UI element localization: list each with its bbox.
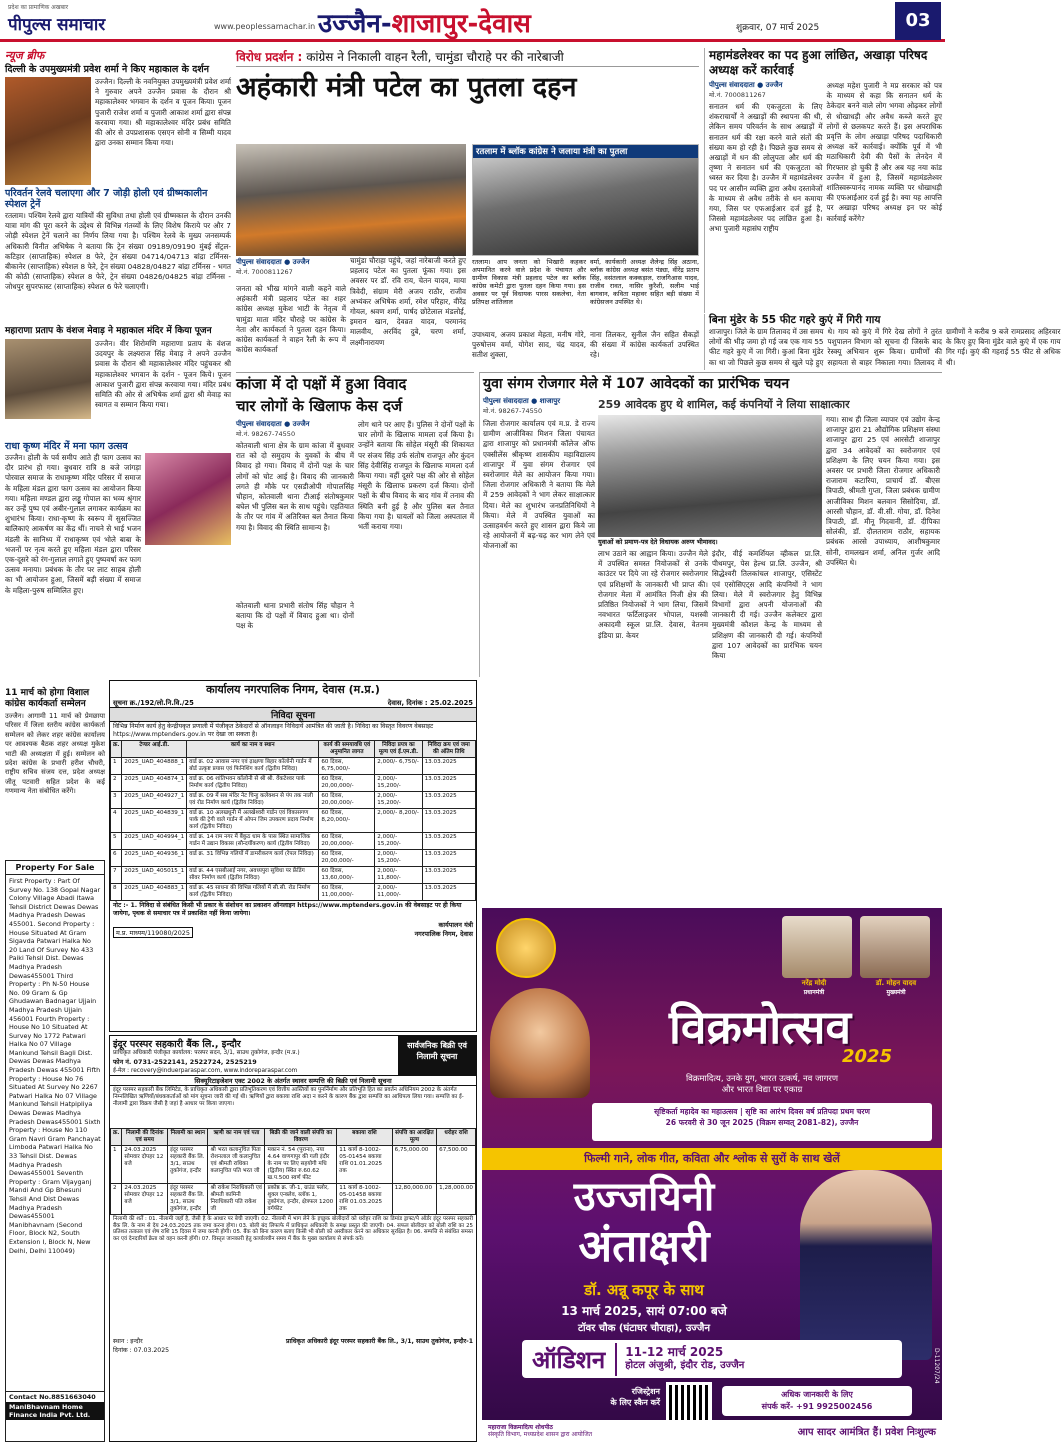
brief-headline-4[interactable]: राधा कृष्ण मंदिर में मना फाग उत्सव <box>5 441 128 452</box>
tender-row <box>111 792 476 809</box>
issue-date: शुक्रवार, 07 मार्च 2025 <box>736 23 820 33</box>
ratlam-photo <box>473 158 698 255</box>
promo-band: फिल्मी गाने, लोक गीत, कविता और श्लोक से सुरों के साथ खेलें <box>482 1148 942 1170</box>
festival-title: विक्रमोत्सव <box>668 1000 852 1054</box>
tender-signatory-office: नगरपालिक निगम, देवास <box>414 930 473 938</box>
vikramaditya-illustration <box>490 988 590 1098</box>
kanja-headline-1[interactable]: कांजा में दो पक्षों में हुआ विवाद <box>236 375 407 393</box>
mahamandal-body-1: सनातन धर्म की एकजुटता के लिए शंकराचार्यों ने अखाड़ों की स्थापना की थी, लेकिन समय परिवर्तन के साथ अखाड़ों में सनातन धर्म की रक्षा करने वाले संतों की संख्या कम हो रही है। पिछले कुछ समय से अखाड़ों में धन की लोलुपता और धर्म की तृष्णा ने सनातन धर्म की एकजुटता को ध्वस्त कर दिया है। उज्जैन में महामंडलेश्वर पद पर आसीन व्यक्ति द्वारा अवैध दस्तावेजों के माध्यम से अवैध तरीके से धन कमाया गया, जिस पर एफआईआर दर्ज हुई है, जिससे महामंडलेश्वर पद लांछित हुआ है। अभा पुजारी महासंघ राष्ट्रीय <box>709 102 823 234</box>
audition-box[interactable] <box>522 1340 902 1378</box>
tender-cell: 13.03.2025 <box>422 833 475 850</box>
tender-cell: 1 <box>111 758 122 775</box>
auction-cell: 1,28,000.00 <box>437 1184 476 1215</box>
auction-row <box>111 1184 476 1215</box>
auction-cell: श्री राकेश निराधिकारी एवं श्रीमती कामिनी निराधिकारी पति राकेश जी <box>208 1184 265 1215</box>
brief-headline-2[interactable]: परिवर्तन रेलवे चलाएगा और 7 जोड़ी होली एवं ग्रीष्मकालीन स्पेशल ट्रेनें <box>5 188 208 210</box>
tender-cell: 2025_UAD_405015_1 <box>122 867 187 884</box>
brief-body-2: रतलाम। पश्चिम रेलवे द्वारा यात्रियों की सुविधा तथा होली एवं ग्रीष्मकाल के दौरान उनकी यात्रा मांग की पूरा करने के उद्देश्य से विभिन्न गंतव्यों के लिए विशेष किराये पर और 7 जोड़ी स्पेशल ट्रेनें चलाने का निर्णय लिया गया है। पश्चिम रेलवे के मुख्य जनसम्पर्क अधिकारी विनीत अभिषेक ने बताया कि ट्रेन संख्या 09189/09190 मुंबई सेंट्रल-कटिहार (साप्ताहिक) स्पेशल 8 फेरे, ट्रेन संख्या 04714/04713 बांद्रा टर्मिनस-बीकानेर (साप्ताहिक) स्पेशल 8 फेरे, ट्रेन संख्या 04828/04827 बांद्रा टर्मिनस - भगत की कोठी (साप्ताहिक) स्पेशल 8 फेरे, ट्रेन संख्या 04826/04825 बांद्रा टर्मिनस - जोधपुर सुपरफास्ट (साप्ताहिक) स्पेशल 6 फेरे चलाएगी। <box>5 211 232 292</box>
tender-header: निविदा प्रपत्र का मूल्य एवं ई.एम.डी. <box>375 741 422 758</box>
ad-footer <box>482 1420 942 1442</box>
leader2-name: डॉ. मोहन यादव <box>875 979 917 987</box>
property-sale-ad <box>5 860 105 1442</box>
tender-header: कार्य का नाम व स्थान <box>187 741 319 758</box>
auction-header: बिक्री की जाने वाली संपत्ति का विवरण <box>265 1129 337 1146</box>
mahamandal-body-2: अध्यक्ष महेश पुजारी ने मप्र सरकार को पत्र के माध्यम से कहा कि सनातन धर्म के ठेकेदार बनने वाले लोग भगवा ओढ़कर लोगों से धोखाधड़ी और अवैध कब्जे करते हुए लोगों से छलकपट करते हैं। इस अपराधिक प्रवृत्ति के लोग अखाड़ा परिषद पदाधिकारी अध्यक्ष करें कार्रवाई। क्योंकि पूर्व में भी मठाधिकारी देवी की पैसों के लेनदेन में गिरफ्तार हो चुकी हैं और अब यह नया कांड उज्जैन में हुआ है, जिसमें महामंडलेश्वर शांतिस्वरूपानंद नामक व्यक्ति पर धोखाधड़ी की एफआईआर दर्ज हुई है। क्या यह आपत्ति पर अखाड़ा परिषद अध्यक्ष इन पर कोई कार्रवाई करेंगे? <box>826 81 942 223</box>
congress-meet-story <box>5 688 105 860</box>
tender-cell: 2025_UAD_404839_1 <box>122 809 187 833</box>
tender-header: निविदा क्रय एवं जमा की अंतिम तिथि <box>422 741 475 758</box>
tender-cell: 60 दिवस, 20,00,000/- <box>319 833 375 850</box>
tender-row <box>111 833 476 850</box>
tender-cell: वार्ड क्र. 44 एसबीआई नगर, अवध्यपुरा सुविधा पर फ्रेंडिंग सीवर निर्माण कार्य (द्वितीय निविदा) <box>187 867 319 884</box>
contact-phone: संपर्क करें- +91 9925002456 <box>761 1402 873 1411</box>
tender-cell: 5 <box>111 833 122 850</box>
tender-cell: 2,000/- 8,200/- <box>375 809 422 833</box>
tender-cell: 2025_UAD_404883_1 <box>122 884 187 901</box>
festival-info-1: सृष्टिकर्ता महादेव का महाउत्सव | सृष्टि का आरंभ दिवस वर्ष प्रतिपदा प्रथम चरण <box>654 1107 870 1116</box>
news-brief-column <box>5 48 231 683</box>
tender-cell: 2,000/- 15,200/- <box>375 792 422 809</box>
mohan-yadav-photo <box>860 916 930 978</box>
tender-cell: 6 <box>111 850 122 867</box>
auction-cell: 24.03.2025 सोमवार दोपहर 12 बजे <box>122 1184 168 1215</box>
section-title: उज्जैन-शाजापुर-देवास <box>318 9 531 39</box>
job-fair-photo <box>598 415 822 537</box>
tender-cell: वार्ड क्र. 45 साधना की विभिन्न गलियों में सी.सी. रोड निर्माण कार्य (द्वितीय निविदा) <box>187 884 319 901</box>
tender-cell: 13.03.2025 <box>422 809 475 833</box>
kanja-story <box>236 372 474 677</box>
brief-body-3: उज्जैन। वीर शिरोमणि महाराणा प्रताप के वंशज उदयपुर के लक्ष्यराज सिंह मेवाड़ ने अपने उज्जैन प्रवास के दौरान श्री महाकालेश्वर मंदिर पहुंचकर श्री महाकालेश्वर भगवान के दर्शन - पूजन किये। पूजन आकाश पुजारी द्वारा संपन्न करवाया गया। मंदिर प्रबंध समिति की ओर से अभिषेक शर्मा द्वारा श्री मेवाड़ का स्वागत व सम्मान किया गया। <box>95 339 231 410</box>
tender-note: नोट :- 1. निविदा से संबंधित किसी भी प्रकार के संशोधन का प्रकाशन ऑनलाइन https://www.mptenders.gov.in की वेबसाइट पर ही किया जायेगा, पृथक से समाचार पत्र में प्रकाशित नहीं किया जायेगा। <box>113 902 462 917</box>
tender-cell: 2,000/- 11,800/- <box>375 867 422 884</box>
kanja-body-1: कोतवाली थाना क्षेत्र के ग्राम कांजा में बुधवार रात को दो समुदाय के युवकों के बीच में विवाद हो गया। विवाद में दोनों पक्ष के चार लोगों को चोट आई है। विवाद की जानकारी लगते ही मौके पर एसडीओपी गोपालसिंह चौहान, कोतवाली थाना टीआई संतोषकुमार बघेल भी पुलिस बल के साथ पहुंचे। एहतियात के तौर पर गांव में अतिरिक्त बल तैनात किया गया है। विवाद की स्थिति सामान्य है। <box>236 441 354 532</box>
main-headline[interactable]: अहंकारी मंत्री पटेल का पुतला दहन <box>236 72 577 103</box>
auction-cell: मकान नं. 54 (पुराना), नया 4.64 वाणगापुर की गली इंदौर के नाम पर लिए सहयोगी मधि (द्वितीय) स्थित रु.60.62 ख.प.500 स्वर्ण फीट <box>265 1146 337 1184</box>
audition-date: 11-12 मार्च 2025 <box>625 1345 724 1359</box>
auction-header: बकाया राशि <box>337 1129 392 1146</box>
leader1-name: नरेंद्र मोदी <box>801 979 827 987</box>
tender-cell: 60 दिवस, 20,00,000/- <box>319 850 375 867</box>
tender-cell: 60 दिवस, 13,60,000/- <box>319 867 375 884</box>
tender-cell: 7 <box>111 867 122 884</box>
tender-cell: 3 <box>111 792 122 809</box>
logo[interactable]: प्रदेश का प्रामाणिक अखबार पीपुल्स समाचार <box>8 4 106 35</box>
tender-cell: 60 दिवस, 20,00,000/- <box>319 775 375 792</box>
modi-photo <box>782 916 852 978</box>
yuva-headline[interactable]: युवा संगम रोजगार मेले में 107 आवेदकों का प्रारंभिक चयन <box>483 376 790 392</box>
tender-cell: 2,000/- 15,200/- <box>375 850 422 867</box>
auction-cell: श्री भरत कलानुचित पिता रोशनलाल जी कलानुचित एवं श्रीमती राधिका कलानुचित पति भरत जी <box>208 1146 265 1184</box>
auction-cell: इंदूर परस्पर सहकारी बैंक लि. 3/1, साउथ तुकोगंज, इन्दौर <box>168 1146 208 1184</box>
kanja-body-3: लोग थाने पर आए हैं। पुलिस ने दोनों पक्षों के चार लोगों के खिलाफ मामला दर्ज किया है। उन्होंने बताया कि सोहेल मंसूरी की शिकायत पर संजय सिंह उर्फ संतोष राजपूत और कुंदन सिंह देवीसिंह राजपूत के खिलाफ मामला दर्ज किया गया। वहीं दूसरे पक्ष की ओर से सोहेल मंसूरी के खिलाफ प्रकरण दर्ज किया। दोनों पक्षों के बीच विवाद के बाद गांव में तनाव की स्थिति बनी हुई है और पुलिस बल तैनात किया गया है। घायलों को जिला अस्पताल में भर्ती कराया गया। <box>358 420 474 532</box>
reporter-mobile: मो.नं. 7000811267 <box>709 91 766 99</box>
tender-header: कार्य की समयावधि एवं अनुमानित लागत <box>319 741 375 758</box>
festival-year: 2025 <box>842 1046 893 1067</box>
tender-cell: 2025_UAD_404994_1 <box>122 833 187 850</box>
tender-cell: 2025_UAD_404888_1 <box>122 758 187 775</box>
tender-cell: 2,000/- 15,200/- <box>375 833 422 850</box>
yuva-body-3: इंदौर, वीई कमर्शियल व्हीकल प्रा.लि. पीथमपुर, पेस हेल्थ प्रा.लि. उज्जैन, श्री सिद्धेश्वरी तिलकांचल शाजापुर, एसिस्टेंट एवं एसोसिएट्स आदि कंपनियों ने भाग लिया। मेले में स्वरोजगार हेतु विभिन्न विभागों द्वारा अपनी योजनाओं की जानकारी दी गई। उज्जैन कलेक्टर द्वारा मुख्यमंत्री कौशल केन्द्र के माध्यम से प्रशिक्षण की जानकारी दी गई। कंपनियों द्वारा 107 आवेदकों का प्रारंभिक चयन किया <box>712 549 822 661</box>
auction-cell: 67,500.00 <box>437 1146 476 1184</box>
tender-cell: वार्ड क्र. 02 आवास नगर एवं ढ़ाक्षणा बिहार कॉलोनी गार्डन में बोर्ड उत्कृष्ट प्रयास एवं फिनिशिंग कार्य (द्वितीय निविदा) <box>187 758 319 775</box>
property-contact[interactable]: Contact No.8851663040 <box>6 1391 104 1402</box>
tender-cell: 60 दिवस, 11,00,000/- <box>319 884 375 901</box>
auction-cell: 24.03.2025 सोमवार दोपहर 12 बजे <box>122 1146 168 1184</box>
cow-well-story <box>704 314 1061 370</box>
festival-info-2: 26 फरवरी से 30 जून 2025 (विक्रम सम्वत् 2081-82), उज्जैन <box>665 1118 859 1127</box>
kanja-headline-2[interactable]: चार लोगों के खिलाफ केस दर्ज <box>236 397 403 415</box>
auction-date: दिनांक : 07.03.2025 <box>113 1347 170 1354</box>
bank-auction-notice <box>109 1035 477 1442</box>
host-line: डॉ. अन्नू कपूर के साथ <box>584 1281 704 1299</box>
tender-notice <box>109 680 477 1032</box>
tender-cell: 2025_UAD_404927_1 <box>122 792 187 809</box>
auction-cell: 12,80,000.00 <box>392 1184 437 1215</box>
tender-cell: वार्ड क्र. 31 विभिन्न गलियों में डामरीकरण कार्य (रेपल निविदा) <box>187 850 319 867</box>
tender-cell: 4 <box>111 809 122 833</box>
byline: पीपुल्स संवाददाता ● शाजापुर <box>483 397 561 405</box>
auction-cell: प्रकोष्ठ क्र. जी-1, ग्राउंड फ्लोर, शुक्ल एन्क्लेव, ब्लॉक 1, तुकोगंज, इन्दौर, क्षेत्रफल 1200 वर्गफीट <box>265 1184 337 1215</box>
tender-row <box>111 867 476 884</box>
brief-body-4: उज्जैन। होली के पर्व समीप आते ही फाग उत्सव का दौर प्रारंभ हो गया। बुधवार रात्रि 8 बजे जांगड़ा पोरवाल समाज के राधाकृष्ण मंदिर परिसर में समाज के महिला मंडल द्वारा फाग उत्सव का आयोजन किया गया। महिला मण्डल द्वारा लड्डू गोपाल का भव्य श्रृंगार कर उन्हें पुष्प एवं अबीर-गुलाल लगाकर कार्यक्रम का शुभारंभ किया। राधा-कृष्ण के स्वरूप में सुसज्जित बालिकाएं आकर्षण का केंद्र थीं। नाचने से भाई भजन मंडली के सानिध्य में राधाकृष्ण एवं भोले बाबा के भजनों पर नृत्य करते हुए महिला मंडल द्वारा परिसर एक-दूसरे को रंग-गुलाल लगाते हुए पुष्पवर्षा कर फाग उत्सव मनाया। प्रबंधक के तौर पर लाट साहब होली का भी आयोजन हुआ, जिसमें बड़ी संख्या में समाज के महिला-पुरुष सम्मिलित हुए। <box>5 453 141 595</box>
tender-signatory: कार्यपालन यंत्री <box>438 921 473 929</box>
yuva-subheadline: 259 आवेदक हुए थे शामिल, कई कंपनियों ने लिया साक्षात्कार <box>598 398 850 411</box>
tender-mp-code: म.प्र. माध्यम/119080/2025 <box>113 927 193 938</box>
tender-row <box>111 884 476 901</box>
byline: पीपुल्स संवाददाता ● उज्जैन <box>236 258 310 266</box>
auction-header: निलामी की दिनांक एवं समय <box>122 1129 168 1146</box>
vikramotsav-ad[interactable] <box>482 908 942 1442</box>
news-brief-label: न्यूज ब्रीफ <box>5 49 45 62</box>
tender-table <box>110 740 476 901</box>
ad-code: D-11207/24 <box>933 1348 940 1384</box>
byline: पीपुल्स संवाददाता ● उज्जैन <box>709 81 783 89</box>
yuva-body-2: लाभ उठाने का आह्वान किया। उज्जैन मेले में उपस्थित समस्त नियोजकों से उनके काउंटर पर दिये जा रहे रोजगार स्वरोजगार एवं प्रशिक्षणों के जानकारी भी प्राप्त की। रोजगार मेला में आमंत्रित निजी क्षेत्र की प्रतिष्ठित नियोजकों ने भाग लिया, जिसमें नवभारत फर्टिलाइजर भोपाल, यशस्वी अकादमी स्कूल प्रा.लि. देवास, वेतनम इंडिया प्रा. केयर <box>598 549 708 640</box>
mp-govt-emblem <box>496 918 556 978</box>
bank-phone[interactable]: फोन नं. 0731-2522141, 2522724, 2525219 <box>113 1058 257 1066</box>
reporter-mobile: मो.नं. 98267-74550 <box>483 407 543 415</box>
tender-intro: विभिन्न निर्माण कार्य हेतु केन्द्रीयकृत प्रणाली में पंजीकृत ठेकेदारों से ऑनलाइन निविदायें आमंत्रित की जाती है। निविदा का विस्तृत विवरण वेबसाइट https://www.mptenders.gov.in पर देखा जा सकता है। <box>113 723 434 738</box>
auction-table <box>110 1128 476 1215</box>
mewar-photo <box>5 339 91 419</box>
bank-subtitle: सिक्यूरिटाइजेशन एक्ट 2002 के अंतर्गत स्थावर सम्पत्ति की बिक्री एवं निलामी सूचना <box>110 1076 476 1086</box>
auction-header: धरोहर राशि <box>437 1129 476 1146</box>
main-body-2: चामुंडा चौराहा पहुंचे, जहां नारेबाजी करते हुए प्रहलाद पटेल का पुतला फूंका गया। इस अवसर पर डॉ. रवि राय, चेतन यादव, माया त्रिवेदी, संग्राम मेरी अजय राठौर, राजीव अभ्यंकर अभिषेक शर्मा, रमेश परिहार, वीरेंद्र गोयल, श्रवण शर्मा, पार्षद छोटेलाल मंडलोई, इमरान खान, देवव्रत यादव, परमानंद मालवीय, अरविंद दुबे, चरण शर्मा, लक्ष्मीनारायण <box>350 256 466 347</box>
brief-body-1: उज्जैन। दिल्ली के नवनियुक्त उपमुख्यमंत्री प्रवेश शर्मा ने गुरुवार अपने उज्जैन प्रवास के दौरान श्री महाकालेश्वर भगवान के दर्शन व पूजन किया। पूजन पुजारी राजेश शर्मा व पुजारी आकाश शर्मा द्वारा संपन्न करवाया गया। श्री महाकालेश्वर मंदिर प्रबंध समिति की ओर से उपप्रशासक एसएन सोनी व सिम्मी यादव द्वारा उनका सम्मान किया गया। <box>95 77 231 148</box>
tender-row <box>111 758 476 775</box>
tagline-2: और भारत विद्या पर एकाग्र <box>721 1085 803 1095</box>
tender-cell: 13.03.2025 <box>422 867 475 884</box>
byline: पीपुल्स संवाददाता ● उज्जैन <box>236 420 310 428</box>
tender-cell: 13.03.2025 <box>422 884 475 901</box>
registration-label: रजिस्ट्रेशन <box>631 1387 660 1396</box>
tender-cell: 60 दिवस, 20,00,000/- <box>319 792 375 809</box>
audition-venue: होटल अंजुश्री, इंदौर रोड, उज्जैन <box>625 1360 745 1371</box>
auction-header: निलामी का स्थान <box>168 1129 208 1146</box>
main-body-4: उपाध्याय, अजय प्रकाश मेहता, मनीष गोरे, पुरुषोत्तम वर्मा, योगेश साद, चंद्र यादव, सतीश शुक्ला, <box>472 330 586 360</box>
festival-info-box <box>592 1103 932 1141</box>
tender-cell: 2,000/- 15,200/- <box>375 775 422 792</box>
mahamandal-headline[interactable]: महामंडलेश्वर का पद हुआ लांछित, अखाड़ा परिषद अध्यक्ष करें कार्रवाई <box>709 48 928 77</box>
contact-box[interactable] <box>722 1386 912 1416</box>
tender-cell: 2,000/- 11,000/- <box>375 884 422 901</box>
contact-label: अधिक जानकारी के लिए <box>781 1390 853 1399</box>
auction-header: संपत्ति का आरक्षित मूल्य <box>392 1129 437 1146</box>
audition-label: ऑडिशन <box>522 1343 617 1376</box>
organiser-name: महाराजा विक्रमादित्य शोधपीठ <box>488 1424 553 1431</box>
auction-terms: निलामी की शर्तें : 01. नीलामी जहाँ है, जैसी है के आधार पर बेची जाएगी। 02. नीलामी में भाग लेने के इच्छुक बोलीदारों को धरोहर राशि का डिमांड ड्राफ्ट/पे ऑर्डर इंदूर परस्पर सहकारी बैंक लि. के नाम से देय 24.03.2025 तक जमा करना होगा। 03. बोली बंद लिफाफे में प्राधिकृत अधिकारी के समक्ष प्रस्तुत की जाएगी। 04. सफल बोलीदार को बोली राशि का 25 प्रतिशत तत्काल एवं शेष राशि 15 दिवस में जमा करनी होगी। 05. बैंक को बिना कारण बताए किसी भी बोली को अस्वीकार करने का अधिकार सुरक्षित है। 06. सम्पत्ति से संबंधित समस्त कर एवं देनदारियाँ क्रेता को वहन करनी होंगी। 07. विस्तृत जानकारी हेतु कार्यालयीन समय में बैंक के मुख्य कार्यालय से संपर्क करें। <box>113 1216 473 1242</box>
auction-cell: 2 <box>111 1184 122 1215</box>
brief-headline-1[interactable]: दिल्ली के उपमुख्यमंत्री प्रवेश शर्मा ने किए महाकाल के दर्शन <box>5 64 209 75</box>
effigy-story <box>236 48 699 368</box>
tender-cell: 60 दिवस, 6,75,000/- <box>319 758 375 775</box>
auction-cell: 6,75,000.00 <box>392 1146 437 1184</box>
tender-cell: 2025_UAD_404874_1 <box>122 775 187 792</box>
entry-free-line: आप सादर आमंत्रित हैं। प्रवेश निःशुल्क <box>797 1427 936 1438</box>
antakshari-title-1: उज्जयिनी <box>573 1174 715 1220</box>
main-body-5: नाना तिलकर, सुनील जैन सहित सैकड़ों की संख्या में कांग्रेस कार्यकर्ता उपस्थित रहे। <box>590 330 699 360</box>
brief-headline-5[interactable]: 11 मार्च को होगा विशाल कांग्रेस कार्यकर्ता सम्मेलन <box>5 688 90 709</box>
leader2-role: मुख्यमंत्री <box>886 989 906 996</box>
sub-headline[interactable]: रतलाम में ब्लॉक कांग्रेस ने जलाया मंत्री का पुतला <box>473 145 698 158</box>
page-number: 03 <box>895 2 941 40</box>
tender-cell: 13.03.2025 <box>422 792 475 809</box>
tagline: प्रदेश का प्रामाणिक अखबार <box>8 4 69 11</box>
bank-address: प्राधिकृत अधिकारी पंजीकृत कार्यालय: परस्पर सदन, 3/1, साउथ तुकोगंज, इन्दौर (म.प्र.) <box>113 1050 300 1056</box>
bank-intro: इंदूर परस्पर सहकारी बैंक लिमिटेड, के प्राधिकृत अधिकारी द्वारा प्रतिभूतिकरण एवं वित्तीय आस्तियों का पुनर्निर्माण और प्रतिभूति हित का प्रवर्तन अधिनियम 2002 के अंतर्गत निम्नलिखित ऋणियों/बंधककर्ताओं को मांग सूचना जारी की गई थी। ऋणियों द्वारा बकाया राशि अदा न करने के कारण बैंक द्वारा सम्पत्ति का आधिपत्य लिया गया। सम्पत्ति का ई-नीलामी द्वारा विक्रय जैसी है जहां है आधार पर किया जाएगा। <box>113 1087 464 1107</box>
auction-signatory: प्राधिकृत अधिकारी इंदूर परस्पर सहकारी बैंक लि., 3/1, साउथ तुकोगंज, इन्दौर-1 <box>286 1338 473 1345</box>
tender-date: देवास, दिनांक : 25.02.2025 <box>387 699 473 707</box>
auction-cell: इंदूर परस्पर सहकारी बैंक लि. 3/1, साउथ तुकोगंज, इन्दौर <box>168 1184 208 1215</box>
auction-cell: 11 कार्य 8-1002-05-01458 बकाया राशि 01.03.2025 तक <box>337 1184 392 1215</box>
story-kicker: विरोध प्रदर्शन : कांग्रेस ने निकाली वाहन रैली, चामुंडा चौराहे पर की नारेबाजी <box>236 48 699 67</box>
scan-label: के लिए स्कैन करें <box>610 1398 660 1407</box>
tagline-1: विक्रमादित्य, उनके युग, भारत उत्कर्ष, नव जागरण <box>685 1074 839 1084</box>
main-body-1: जनता को भीख मांगने वाली कहने वाले अहंकारी मंत्री प्रहलाद पटेल का शहर कांग्रेस अध्यक्ष मुकेश भाटी के नेतृत्व में चामुंडा माता मंदिर चौराहे पर कांग्रेस के नेता और कार्यकर्ता ने पुतला दहन किया। कांग्रेस कार्यकर्ता ने वाहन रैली के रूप में कांग्रेस कार्यकर्ता <box>236 284 346 355</box>
auction-badge: सार्वजनिक बिक्री एवं निलामी सूचना <box>398 1036 476 1075</box>
annu-kapoor-photo <box>800 1170 932 1360</box>
tender-title: निविदा सूचना <box>110 708 476 722</box>
tender-cell: वार्ड क्र. 06 शांतिभवन कॉलोनी से श्री श्री. वेंकटेश्वर पार्क निर्माण कार्य (द्वितीय निविदा) <box>187 775 319 792</box>
reporter-mobile: मो.नं. 7000811267 <box>236 268 293 276</box>
bank-email[interactable]: ई-मेल : recovery@induerparaspar.com, www.indoreparaspar.com <box>113 1068 298 1074</box>
tender-row <box>111 809 476 833</box>
ratlam-body-2: वर्मा, कार्यकारी अध्यक्ष शैलेन्द्र सिंह अठाना, ब्लॉक कांग्रेस अध्यक्ष बसंत पंड्या, वीरेंद्र प्रताप सिंह, वसंतलाल कक्कड़ाल, राजगिआस यादव, राजीव रावत, नासिर कुरैशी, सलीम भाई बागवान, कविता महावर सहित बड़ी संख्या में कांग्रेसजन उपस्थित थे। <box>590 258 699 306</box>
tender-cell: 8 <box>111 884 122 901</box>
tender-cell: 13.03.2025 <box>422 758 475 775</box>
reporter-mobile: मो.नं. 98267-74550 <box>236 430 296 438</box>
auction-header: ऋणी का नाम एवं पता <box>208 1129 265 1146</box>
tender-org: कार्यालय नगरपालिक निगम, देवास (म.प्र.) <box>206 683 380 696</box>
tender-cell: 2025_UAD_404936_1 <box>122 850 187 867</box>
masthead <box>0 0 945 42</box>
tender-row <box>111 775 476 792</box>
tender-cell: 13.03.2025 <box>422 850 475 867</box>
brief-headline-3[interactable]: महाराणा प्रताप के वंशज मेवाड़ ने महाकाल मंदिर में किया पूजन <box>5 326 212 336</box>
tender-header: टेण्डर आई.डी. <box>122 741 187 758</box>
tender-header: क्र. <box>111 741 122 758</box>
bank-name: इंदूर परस्पर सहकारी बैंक लि., इन्दौर <box>113 1039 241 1050</box>
organiser-dept: संस्कृति विभाग, मध्यप्रदेश शासन द्वारा आयोजित <box>488 1431 593 1438</box>
job-fair-story <box>479 372 942 677</box>
well-body: शाजापुर। जिले के ग्राम तिलावद में उस समय लोगों की भीड़ जमा हो गई जब एक गाय 55 फीट गहरे कुएं में जा गिरी। कुआं बिना मुंडेर का था जो पिछले कुछ समय से खुले पड़े हुए थे। गाय को कुएं में गिरे देख लोगों ने तुरंत पशुपालन विभाग को सूचना दी जिसके बाद रेस्क्यू अभियान शुरू किया। ग्रामीणों की सहायता से बाहर निकाला गया। तिलावद में ग्रामीणों ने करीब 9 बजे रामप्रसाद अहिरवार के किए हुए बिना मुंडेर वाले कुएं में एक गाय गिर गई। कुएं की गहराई 55 फीट से अधिक थी। <box>709 327 1061 367</box>
property-list: First Property : Part Of Survey No. 138 Gopal Nagar Colony Village Abadi Itawa Tehsil District Dewas Dewas Madhya Pradesh Dewas 455001. Second Property : House Situated At Gram Sigavda Patwari Halka No 20 Land Of Survey No 433 Paiki Tehsil Dist. Dewas Madhya Pradesh Dewas455001 Third Property : Ph N-50 House No. 09 Gram & Gp Ghudawan Badnagar Ujjain Madhya Pradesh Ujjain 456001 Fourth Property : House No 10 Situated At Survey No 1772 Patwari Halka No 07 Village Mankund Tehsil Bagli Dist. Dewas Dewas Madhya Pradesh Dewas 455001 Fifth Property : House No 76 Situated At Survey No 2267 Patwari Halka No 07 Village Mankund Tehsil Hatpipliya Dewas Dewas Madhya Pradesh Dewas455001 Sixth Property : House No 110 Gram Navri Gram Panchayat Limboda Patwari Halka No 33 Tehsil Dist. Dewas Madhya Pradesh Dewas455001 Seventh Property : Gram Vijayganj Mandi And Gp Bhesuni Tehsil And Dist Dewas Madhya Pradesh Dewas455001 Manibhavnam (Second Floor, Block N2, South Extension I, Block N, New Delhi, Delhi 110049) <box>9 877 101 1255</box>
event-venue: टॉवर चौक (घंटाघर चौराहा), उज्जैन <box>578 1323 710 1334</box>
event-time: 13 मार्च 2025, सायं 07:00 बजे <box>561 1304 727 1318</box>
mahamandaleshwar-story <box>704 48 942 313</box>
ratlam-subbox <box>472 144 699 256</box>
auction-header: क्र. <box>111 1129 122 1146</box>
auction-row <box>111 1146 476 1184</box>
tender-cell: वार्ड क्र. 14 राम नगर में बैंकुठ धाम के पास स्थित सामाजिक गार्डन में उद्यान विकास (सौन्दर्यीकरण) कार्य (द्वितीय निविदा) <box>187 833 319 850</box>
auction-place: स्थान : इन्दौर <box>113 1338 143 1345</box>
yuva-body-1: जिला रोजगार कार्यालय एवं म.प्र. डे राज्य ग्रामीण आजीविका मिशन जिला पंचायत द्वारा शाजापुर को प्रधानमंत्री कॉलेज ऑफ एक्सीलेंस श्रीकृष्ण शासकीय महाविद्यालय शाजापुर में युवा संगम रोजगार एवं स्वरोजगार मेले का आयोजन किया गया। जिला रोजगार अधिकारी ने बताया कि मेले में 259 आवेदकों ने भाग लेकर साक्षात्कार दिया। मेले का शुभारंभ जनप्रतिनिधियों ने किया। मेले में उपस्थित युवाओं का उत्साहवर्धन करते हुए शासन द्वारा किये जा रहे आयोजनों में बढ़-चढ़ कर भाग लेने एवं योजनाओं का <box>483 419 595 551</box>
tender-cell: 2,000/- 6,750/- <box>375 758 422 775</box>
well-headline[interactable]: बिना मुंडेर के 55 फीट गहरे कुएं में गिरी गाय <box>709 314 881 326</box>
tender-cell: वार्ड क्र. 10 अलखधुनी में अलखेश्वरी गार्डन एवं विकासगण पार्क की ट्रेगी वाले गार्डन में ओपन जिम उपकरण प्रदाय निर्माण कार्य (द्वितीय निविदा) <box>187 809 319 833</box>
property-company: ManiBhavnam Home Finance India Pvt. Ltd. <box>6 1402 104 1420</box>
job-fair-caption: युवाओं को प्रमाण-पत्र देते विधायक अरुण भीमावद। <box>598 538 718 546</box>
effigy-photo <box>236 144 466 256</box>
tender-ref: सूचना क्र./192/लो.नि.वि./25 <box>113 699 194 707</box>
property-title: Property For Sale <box>6 861 104 875</box>
tender-cell: 2 <box>111 775 122 792</box>
brief-body-5: उज्जैन। आगामी 11 मार्च को प्रेमछाया परिसर में जिला स्तरीय कांग्रेस कार्यकर्ता सम्मेलन को लेकर शहर कांग्रेस कार्यालय पर आवश्यक बैठक शहर अध्यक्ष मुकेश भाटी की अध्यक्षता में हुई। सम्मेलन को प्रदेश कांग्रेस के प्रभारी हरीश चौधरी, राष्ट्रीय सचिव संजय दत्त, प्रदेश अध्यक्ष जीतू पटवारी सहित प्रदेश के कई गणमान्य नेता संबोधित करेंगे। <box>5 712 105 796</box>
ratlam-body: रतलाम। आप जनता को भिखारी कहकर अपमानित करने वाले प्रदेश के पंचायत और ग्रामीण विकास मंत्री प्रहलाद पटेल का ब्लॉक कांग्रेस कमेटी द्वारा पुतला दहन किया गया। इस अवसर पर पूर्व विधायक पारस सकलेचा, नेता प्रतिपक्ष शांतिलाल <box>472 258 586 306</box>
phag-utsav-photo <box>145 453 231 545</box>
auction-cell: 11 कार्य 8-1002-05-01454 बकाया राशि 01.01.2025 तक <box>337 1146 392 1184</box>
deputy-cm-photo <box>5 77 91 185</box>
yuva-body-4: गया। साथ ही जिला व्यापार एवं उद्योग केन्द्र शाजापुर द्वारा 21 औद्योगिक प्रशिक्षण संस्था शाजापुर द्वारा 25 एवं आरसेटी शाजापुर द्वारा 34 आवेदकों का स्वरोजगार एवं प्रशिक्षण के लिए चयन किया गया। इस अवसर पर प्रभारी जिला रोजगार अधिकारी राजाराम कटारिया, प्राचार्य डॉ. बीएस त्रिपाठी, श्रीमती गुप्ता, जिला प्रबंधक ग्रामीण आजीविका मिशन बलवान सिसोदिया, डॉ. आरसी चौहान, डॉ. वी.सी. गोया, डॉ. दिनेश त्रिपाठी, डॉ. मीनू गिदवानी, डॉ. दीपिका सोलंकी, डॉ. दौलताराम राठौर, सहायक प्रबंधक आरसे उपाध्याय, आशीषकुमार सोनी, रामलखन शर्मा, अनिल गुर्जर आदि उपस्थित थे। <box>826 415 940 567</box>
website[interactable]: www.peoplessamachar.in <box>214 22 316 31</box>
antakshari-title-2: अंताक्षरी <box>578 1221 710 1272</box>
tender-cell: वार्ड क्र. 09 में सब मंदिर नेट चिन्हु कलेक्शन से पंप तक नाली एवं रोड निर्माण कार्य (द्वितीय निविदा) <box>187 792 319 809</box>
tender-cell: 13.03.2025 <box>422 775 475 792</box>
tender-row <box>111 850 476 867</box>
tender-cell: 60 दिवस, 8,20,000/- <box>319 809 375 833</box>
kanja-body-2: कोतवाली थाना प्रभारी संतोष सिंह चौहान ने बताया कि दो पक्षों में विवाद हुआ था। दोनों पक्ष के <box>236 601 354 631</box>
leader1-role: प्रधानमंत्री <box>803 989 825 996</box>
auction-cell: 1 <box>111 1146 122 1184</box>
